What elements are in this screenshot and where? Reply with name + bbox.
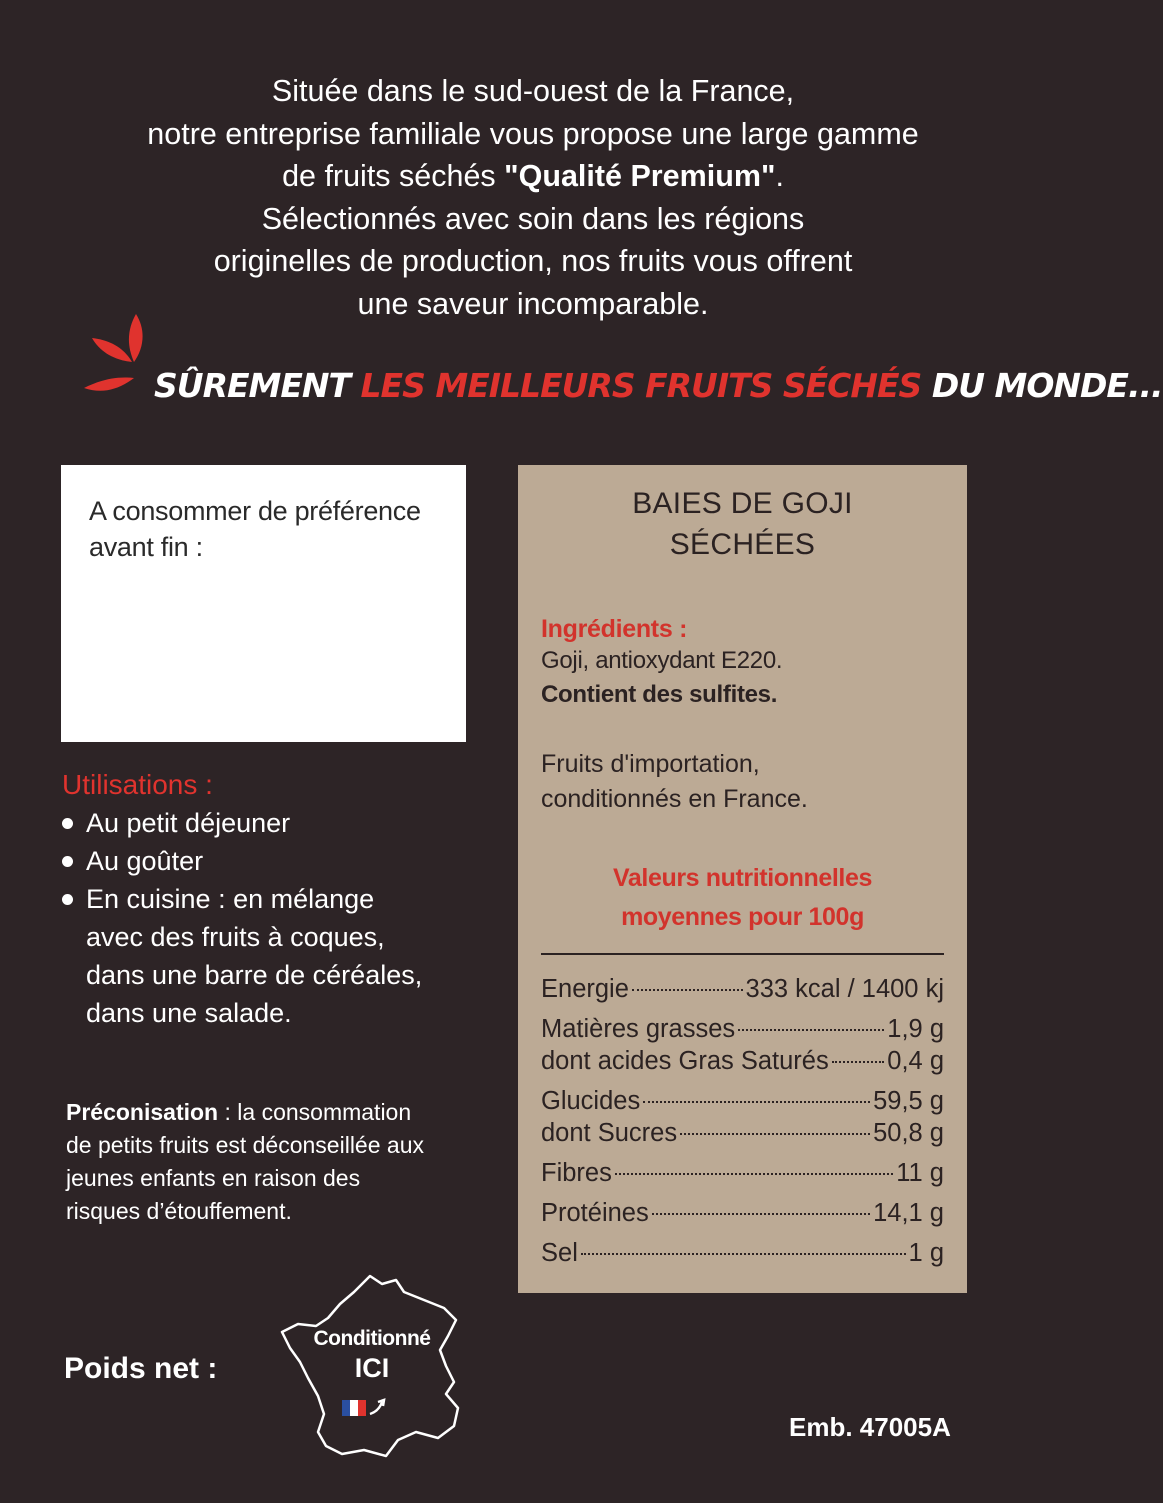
nutrition-heading	[518, 859, 967, 937]
tagline-part-3: DU MONDE...	[931, 366, 1163, 405]
origin-line: Fruits d'importation,	[541, 750, 760, 778]
intro-line	[60, 155, 1006, 198]
list-item	[62, 880, 482, 1032]
nutrient-value: 1 g	[908, 1239, 944, 1267]
here-label: ICI	[354, 1353, 390, 1383]
usage-item-line: dans une barre de céréales,	[86, 960, 423, 990]
intro-line: une saveur incomparable.	[357, 286, 709, 321]
table-row	[541, 1199, 944, 1233]
table-row	[541, 1239, 944, 1273]
product-title-line: BAIES DE GOJI	[632, 487, 853, 520]
best-before-label: A consommer de préférence avant fin :	[89, 496, 421, 562]
tagline-part-2: LES MEILLEURS FRUITS SÉCHÉS	[360, 366, 922, 405]
usage-heading: Utilisations :	[62, 769, 213, 800]
usage-item-line: avec des fruits à coques,	[86, 922, 385, 952]
product-title-line: SÉCHÉES	[669, 528, 816, 561]
usage-section	[62, 768, 482, 1032]
french-flag-icon	[340, 1394, 388, 1424]
nutrient-value: 333 kcal / 1400 kj	[745, 975, 944, 1003]
nutrient-label: Matières grasses	[541, 1015, 736, 1043]
packed-here-badge	[278, 1270, 464, 1460]
best-before-box	[61, 465, 466, 742]
preconisation-note	[66, 1096, 476, 1228]
usage-list	[62, 804, 482, 1032]
precon-line: jeunes enfants en raison des	[66, 1165, 361, 1191]
nutrient-value: 59,5 g	[873, 1087, 944, 1115]
allergen-text: Contient des sulfites.	[541, 681, 778, 708]
dot-leader	[652, 1213, 870, 1215]
packed-label: Conditionné	[313, 1327, 431, 1350]
table-row	[541, 1015, 944, 1049]
precon-line: risques d’étouffement.	[66, 1198, 292, 1224]
origin-text	[541, 747, 808, 817]
nutrient-value: 1,9 g	[887, 1015, 944, 1043]
packer-code: Emb. 47005A	[789, 1412, 951, 1442]
intro-paragraph	[60, 70, 1006, 325]
bullet-icon	[62, 856, 73, 867]
nutrient-value: 14,1 g	[873, 1199, 944, 1227]
dot-leader	[632, 989, 743, 991]
tagline-block	[78, 310, 1163, 420]
nutrient-label: dont acides Gras Saturés	[541, 1047, 829, 1075]
premium-quality: "Qualité Premium"	[504, 159, 776, 193]
table-row	[541, 975, 944, 1009]
tagline	[154, 366, 1163, 405]
intro-period: .	[775, 159, 784, 193]
nutrient-label: Fibres	[541, 1159, 612, 1187]
table-row	[541, 1087, 944, 1121]
dot-leader	[643, 1101, 870, 1103]
precon-line: de petits fruits est déconseillée aux	[66, 1132, 424, 1158]
ingredients-text: Goji, antioxydant E220.	[541, 647, 783, 674]
origin-line: conditionnés en France.	[541, 785, 808, 813]
bullet-icon	[62, 818, 73, 829]
usage-item-text: Au petit déjeuner	[86, 808, 291, 838]
intro-line-text: de fruits séchés	[282, 159, 505, 193]
nutrient-label: Protéines	[541, 1199, 649, 1227]
dot-leader	[832, 1061, 885, 1063]
dot-leader	[615, 1173, 893, 1175]
ingredients-heading: Ingrédients :	[541, 615, 688, 643]
nutrition-heading-line: Valeurs nutritionnelles	[613, 864, 872, 892]
table-row	[541, 1119, 944, 1153]
dot-leader	[738, 1029, 884, 1031]
nutrient-value: 0,4 g	[887, 1047, 944, 1075]
usage-item-line: dans une salade.	[86, 998, 292, 1028]
nutrient-label: Energie	[541, 975, 629, 1003]
intro-line: originelles de production, nos fruits vous offrent	[213, 244, 853, 278]
intro-line: notre entreprise familiale vous propose une large gamme	[147, 116, 919, 151]
list-item	[62, 804, 482, 842]
red-leaves-icon	[78, 310, 158, 410]
intro-line: Sélectionnés avec soin dans les régions	[261, 201, 805, 236]
nutrient-label: Sel	[541, 1239, 578, 1267]
product-panel	[518, 465, 967, 1293]
bullet-icon	[62, 894, 73, 905]
intro-line: Située dans le sud-ouest de la France,	[271, 74, 795, 108]
dot-leader	[680, 1133, 870, 1135]
product-title	[518, 483, 967, 565]
precon-text: : la consommation	[218, 1099, 412, 1125]
usage-item-line: En cuisine : en mélange	[86, 884, 375, 914]
net-weight-label: Poids net :	[64, 1352, 218, 1385]
tagline-part-1: SÛREMENT	[154, 366, 351, 405]
divider	[541, 953, 944, 955]
usage-item-text: Au goûter	[86, 846, 204, 876]
precon-line	[66, 1096, 476, 1129]
table-row	[541, 1159, 944, 1193]
nutrient-value: 50,8 g	[873, 1119, 944, 1147]
nutrition-heading-line: moyennes pour 100g	[621, 903, 864, 931]
list-item	[62, 842, 482, 880]
nutrient-value: 11 g	[896, 1159, 944, 1187]
table-row	[541, 1047, 944, 1081]
dot-leader	[581, 1253, 906, 1255]
precon-label: Préconisation	[66, 1099, 219, 1125]
nutrient-label: dont Sucres	[541, 1119, 678, 1147]
nutrient-label: Glucides	[541, 1087, 641, 1115]
